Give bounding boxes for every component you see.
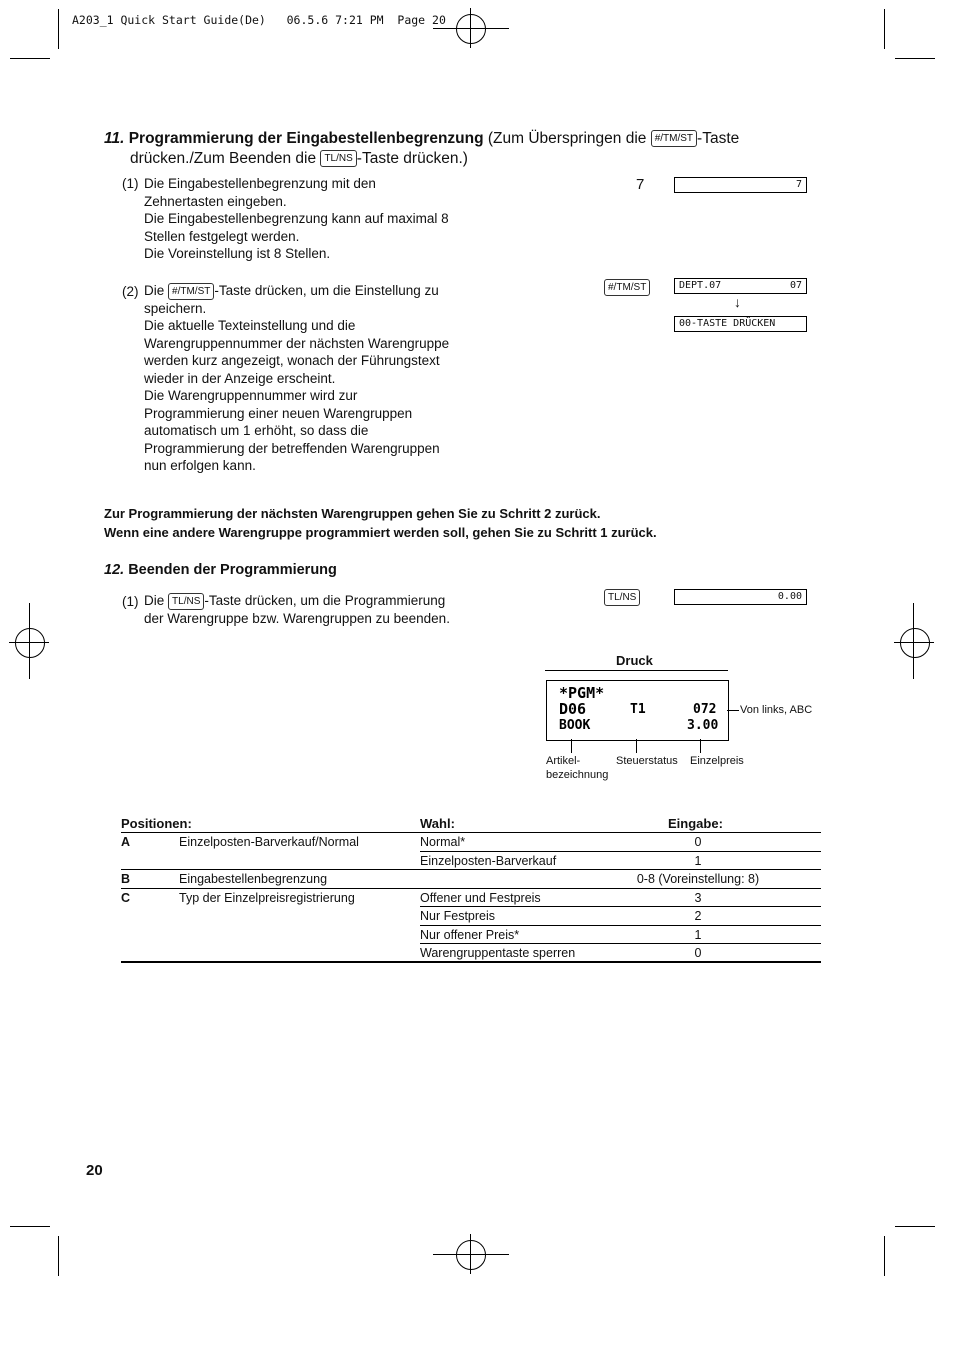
tm-st-key-icon: #/TM/ST [604,279,650,296]
receipt-line: 072 [693,702,717,717]
table-row-choice: Offener und Festpreis [420,891,541,905]
lcd-display [674,177,807,193]
step-title: Programmierung der Eingabestellenbegrenzung [128,130,484,147]
receipt-line: D06 [559,700,587,718]
text-line: Die Voreinstellung ist 8 Stellen. [144,246,331,261]
text-line: automatisch um 1 erhöht, so dass die [144,423,369,439]
callout-label: Steuerstatus [616,755,678,767]
lcd-text: 0.00 [777,591,802,602]
table-row-choice: Normal* [420,835,466,849]
table-row-input: 1 [694,928,702,942]
table-row-input: 1 [694,854,702,868]
lcd-text: DEPT.07 [679,280,722,291]
heading-text: -Taste [697,130,740,147]
lcd-display [674,278,807,294]
caption-line: bezeichnung [546,769,609,781]
table-row-choice: Einzelposten-Barverkauf [420,854,557,868]
substep-text [144,282,484,475]
table-row-input: 0-8 (Voreinstellung: 8) [636,872,760,886]
table-row-desc: Typ der Einzelpreisregistrierung [179,891,355,905]
substep-text [144,175,484,263]
caption-line: Artikel- [546,755,581,767]
receipt-unit-price: 3.00 [687,718,719,733]
step-number: 11. [104,130,125,147]
callout-label [546,754,608,782]
substep-label: (2) [122,284,139,299]
text-line: Die Warengruppennummer wird zur [144,388,358,404]
receipt-line: *PGM* [559,684,605,702]
table-row-choice: Nur Festpreis [420,909,496,923]
table-row-pos: A [121,835,131,849]
table-header: Wahl: [420,816,455,831]
table-row-pos: C [121,891,131,905]
table-row-pos: B [121,872,131,886]
heading-text: -Taste drücken.) [356,150,468,167]
text-line [144,592,484,610]
table-header: Positionen: [121,816,192,831]
text-line: Warengruppennummer der nächsten Warengruppe [144,335,450,351]
down-arrow-icon: ↓ [734,294,741,310]
print-header: A203_1 Quick Start Guide(De) 06.5.6 7:21 PM Page 20 [72,13,446,27]
lcd-text: 00-TASTE DRÜCKEN [679,318,776,329]
text-prefix: Die [144,593,165,608]
note-line: Wenn eine andere Warengruppe programmiert werden soll, gehen Sie zu Schritt 1 zurück. [104,525,657,540]
lcd-display [674,589,807,605]
step-12-heading [104,561,337,579]
text-line: Die Eingabestellenbegrenzung kann auf maximal 8 [144,211,449,226]
step-11-heading-line2 [130,149,468,169]
tl-ns-key-icon: TL/NS [320,150,356,167]
heading-text: (Zum Überspringen die [487,130,647,147]
substep-label: (1) [122,176,139,191]
receipt-title-rule [545,670,728,671]
lcd-display [674,316,807,332]
step-number: 12. [104,562,125,578]
table-rule [420,851,821,852]
note-text [104,504,657,542]
table-row-input: 3 [694,891,702,905]
text-line: Programmierung der betreffenden Warengruppen [144,440,440,456]
substep-text [144,592,484,627]
table-row-input: 0 [694,946,702,960]
table-rule [121,888,821,889]
receipt-title: Druck [616,653,653,668]
text-line [144,282,484,300]
text-line: Zehnertasten eingeben. [144,193,287,209]
table-row-desc: Einzelposten-Barverkauf/Normal [179,835,359,849]
tm-st-key-icon: #/TM/ST [651,130,697,147]
receipt-item-name: BOOK [559,718,591,733]
text-line: Die aktuelle Texteinstellung und die [144,318,356,334]
substep-label: (1) [122,594,139,609]
table-rule [121,869,821,870]
receipt-tax-status: T1 [630,702,646,717]
table-header: Eingabe: [668,816,723,831]
text-line: der Warengruppe bzw. Warengruppen zu beenden. [144,610,450,626]
text-suffix: -Taste drücken, um die Programmierung [204,593,446,608]
text-line: Programmierung einer neuen Warengruppen [144,405,413,421]
keypress-input: 7 [636,176,645,193]
table-row-choice: Warengruppentaste sperren [420,946,576,960]
text-line: nun erfolgen kann. [144,458,256,474]
text-suffix: -Taste drücken, um die Einstellung zu [214,283,439,298]
callout-label: Von links, ABC [740,704,813,716]
note-line: Zur Programmierung der nächsten Warengruppen gehen Sie zu Schritt 2 zurück. [104,506,601,521]
step-title: Beenden der Programmierung [128,562,337,578]
text-line: werden kurz angezeigt, wonach der Führungstext [144,353,440,369]
tl-ns-key-icon: TL/NS [604,589,640,606]
table-rule [121,832,821,833]
page-number: 20 [86,1162,103,1179]
text-prefix: Die [144,283,165,298]
table-row-input: 2 [694,909,702,923]
table-rule [420,925,821,926]
table-rule [121,961,821,963]
text-line: Die Eingabestellenbegrenzung mit den [144,176,376,191]
lcd-text: 7 [795,179,802,190]
heading-text: drücken./Zum Beenden die [130,150,317,167]
tm-st-key-icon: #/TM/ST [168,283,214,300]
table-row-input: 0 [694,835,702,849]
receipt-printout [546,680,729,741]
table-rule [420,906,821,907]
text-line: speichern. [144,300,207,316]
table-row-desc: Eingabestellenbegrenzung [179,872,328,886]
lcd-text: 07 [789,280,802,291]
tl-ns-key-icon: TL/NS [168,593,204,610]
text-line: wieder in der Anzeige erscheint. [144,370,336,386]
step-11-heading [104,129,804,149]
table-rule [420,943,821,944]
text-line: Stellen festgelegt werden. [144,228,300,244]
table-row-choice: Nur offener Preis* [420,928,520,942]
callout-label: Einzelpreis [690,755,744,767]
